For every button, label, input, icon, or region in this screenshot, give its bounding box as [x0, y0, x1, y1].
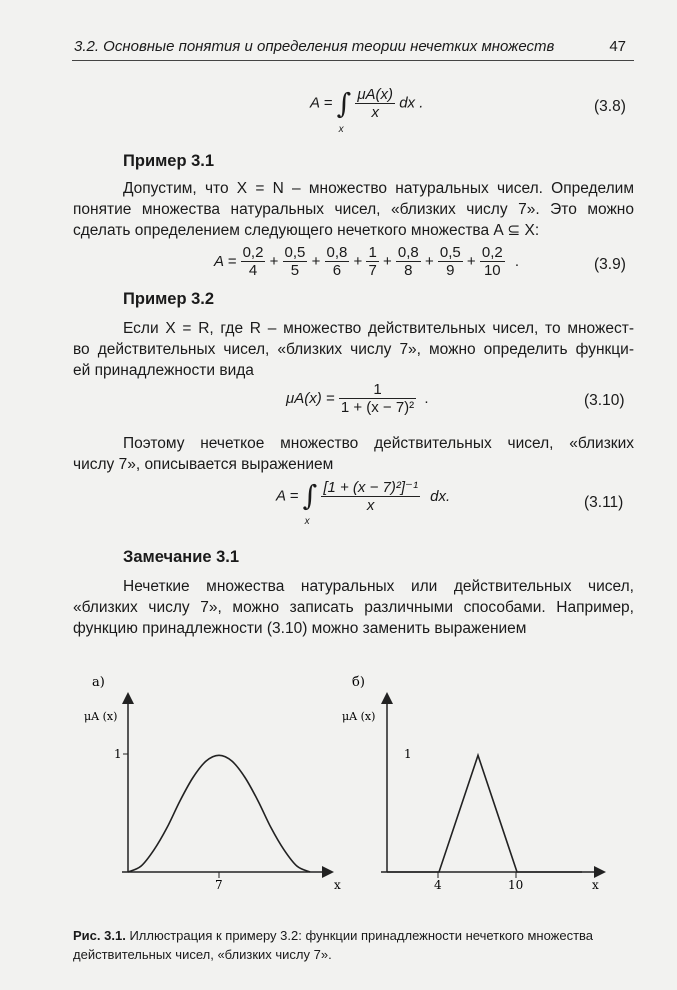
- figure-panel-a: [78, 670, 358, 900]
- panel-b-y-tick: 1: [404, 747, 412, 761]
- example-3-1-line-2: понятие множества натуральных чисел, «близких числу 7». Это можно: [73, 201, 634, 218]
- equation-3-10: [286, 381, 429, 425]
- eq-3-10-tail: .: [424, 390, 429, 407]
- remark-line-1: Нечеткие множества натуральных или действительных чисел,: [123, 578, 634, 595]
- eq-3-9-term-7-num: 0,2: [481, 244, 503, 261]
- eq-3-9-term-1-num: 0,2: [242, 244, 264, 261]
- integral-subscript: x: [304, 516, 310, 527]
- eq-3-9-term-2-den: 5: [290, 262, 300, 279]
- integral-sign: ∫: [336, 86, 352, 120]
- equation-3-8: [310, 86, 423, 134]
- eq-3-10-lhs: μA(x) =: [286, 390, 335, 407]
- eq-3-8-denominator: x: [371, 104, 379, 121]
- eq-3-9-term-4-den: 7: [368, 262, 377, 279]
- panel-a-membership-curve: [128, 755, 310, 872]
- eq-3-11-number: (3.11): [584, 494, 624, 511]
- example-3-1-line-3: сделать определением следующего нечеткого множества A ⊆ X:: [73, 222, 540, 239]
- eq-3-9-tail: .: [514, 253, 520, 270]
- example-3-2-line-2: во действительных чисел, «близких числу 7», можно определить функци-: [73, 341, 634, 358]
- plus-sign: +: [382, 253, 392, 270]
- eq-3-11-lhs: A =: [276, 487, 299, 505]
- eq-3-9-term-3-num: 0,8: [326, 244, 348, 261]
- eq-3-9-term-6-num: 0,5: [439, 244, 461, 261]
- plus-sign: +: [424, 253, 434, 270]
- remark-line-2: «близких числу 7», можно записать различными способами. Например,: [73, 599, 634, 616]
- eq-3-8-tail: dx .: [399, 94, 424, 112]
- eq-3-9-term-4-num: 1: [368, 244, 377, 261]
- eq-3-9-term-3-den: 6: [332, 262, 342, 279]
- eq-3-9-lhs: A =: [214, 253, 237, 270]
- running-header: [72, 38, 634, 61]
- eq-3-11-denominator: x: [366, 497, 375, 514]
- eq-3-9-number: (3.9): [594, 256, 626, 273]
- remark-line-3: функцию принадлежности (3.10) можно заменить выражением: [73, 620, 527, 637]
- eq-3-8-lhs: A =: [310, 94, 333, 112]
- panel-b-x-axis-label: x: [592, 878, 599, 892]
- example-3-1-line-1: Допустим, что X = N – множество натуральных чисел. Определим: [123, 180, 634, 197]
- integral-sign: ∫: [302, 479, 318, 512]
- panel-a-label: а): [92, 675, 105, 690]
- plus-sign: +: [466, 253, 476, 270]
- figure-caption: [73, 926, 634, 945]
- page-number: 47: [609, 38, 626, 55]
- eq-3-9-term-6-den: 9: [446, 262, 455, 279]
- eq-3-10-number: (3.10): [584, 392, 625, 409]
- plus-sign: +: [353, 253, 363, 270]
- eq-3-9-term-1-den: 4: [248, 262, 258, 279]
- integral-subscript: x: [338, 123, 344, 135]
- panel-b-membership-curve: [387, 755, 582, 872]
- caption-text: Иллюстрация к примеру 3.2: функции принадлежности нечеткого множества: [129, 928, 594, 943]
- panel-b-x-tick-10: 10: [508, 878, 524, 892]
- paragraph-line-1: Поэтому нечеткое множество действительных чисел, «близких: [123, 435, 634, 452]
- panel-a-x-tick: 7: [215, 878, 223, 892]
- eq-3-10-numerator: 1: [339, 381, 416, 399]
- eq-3-9-term-5-num: 0,8: [397, 244, 419, 261]
- panel-b-x-tick-4: 4: [434, 878, 442, 892]
- eq-3-9-term-5-den: 8: [404, 262, 413, 279]
- eq-3-8-number: (3.8): [594, 98, 626, 115]
- eq-3-10-denominator: 1 + (x − 7)²: [340, 399, 415, 416]
- example-3-2-heading: Пример 3.2: [123, 290, 215, 308]
- eq-3-8-numerator: μA(x): [357, 86, 394, 103]
- header-title: 3.2. Основные понятия и определения теории нечетких множеств: [74, 38, 555, 55]
- example-3-2-line-1: Если X = R, где R – множество действительных чисел, то множест-: [123, 320, 634, 337]
- caption-label: Рис. 3.1.: [73, 928, 126, 943]
- paragraph-line-2: числу 7», описывается выражением: [73, 456, 334, 473]
- example-3-2-line-3: ей принадлежности вида: [73, 362, 254, 379]
- plus-sign: +: [269, 253, 279, 270]
- panel-a-y-tick: 1: [114, 747, 122, 761]
- remark-3-1-heading: Замечание 3.1: [123, 548, 240, 566]
- eq-3-11-tail: dx.: [430, 487, 451, 505]
- eq-3-9-term-2-num: 0,5: [284, 244, 306, 261]
- eq-3-9-term-7-den: 10: [483, 262, 501, 279]
- panel-b-label: б): [352, 675, 365, 690]
- panel-b-y-label: μA (x): [342, 710, 376, 723]
- plus-sign: +: [311, 253, 321, 270]
- panel-a-y-label: μA (x): [84, 710, 118, 723]
- panel-a-x-axis-label: x: [334, 878, 341, 892]
- caption-line-2: действительных чисел, «близких числу 7».: [73, 947, 332, 962]
- equation-3-9: [214, 244, 519, 288]
- eq-3-11-numerator: [1 + (x − 7)²]⁻¹: [323, 479, 418, 496]
- figure-panel-b: [338, 670, 628, 900]
- example-3-1-heading: Пример 3.1: [123, 152, 215, 170]
- equation-3-11: [276, 478, 450, 530]
